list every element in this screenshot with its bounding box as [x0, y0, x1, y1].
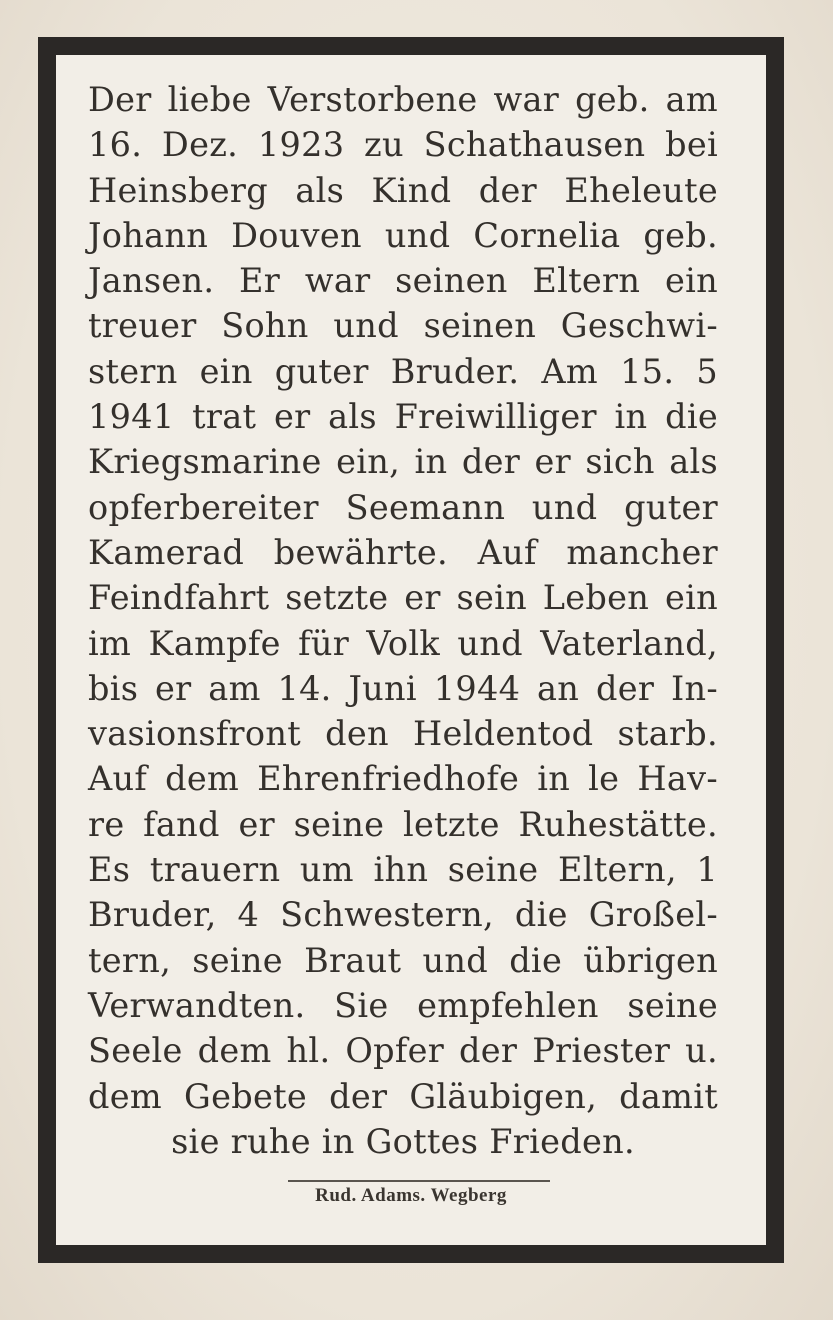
printer-credit: Rud. Adams. Wegberg — [315, 1185, 507, 1206]
text-line: Kriegsmarine ein, in der er sich als — [88, 442, 718, 482]
text-line: im Kampfe für Volk und Vaterland, — [88, 623, 718, 663]
text-line: Seele dem hl. Opfer der Priester u. — [88, 1031, 718, 1071]
text-line: Der liebe Verstorbene war geb. am — [88, 80, 718, 119]
text-line: 1941 trat er als Freiwilliger in die — [88, 397, 718, 437]
text-line: Feindfahrt setzte er sein Leben ein — [88, 578, 718, 618]
text-line: bis er am 14. Juni 1944 an der In- — [88, 668, 718, 708]
text-line-final: sie ruhe in Gottes Frieden. — [171, 1121, 635, 1161]
text-line: treuer Sohn und seinen Geschwi- — [88, 306, 718, 346]
text-line: re fand er seine letzte Ruhestätte. — [88, 804, 718, 844]
text-line: stern ein guter Bruder. Am 15. 5 — [88, 351, 718, 391]
text-line: Verwandten. Sie empfehlen seine — [88, 985, 718, 1025]
text-line: Johann Douven und Cornelia geb. — [88, 215, 718, 255]
text-line: tern, seine Braut und die übrigen — [88, 940, 718, 980]
text-line: opferbereiter Seemann und guter — [88, 487, 718, 527]
text-line: vasionsfront den Heldentod starb. — [88, 714, 718, 754]
text-line: dem Gebete der Gläubigen, damit — [88, 1076, 718, 1116]
text-line: Auf dem Ehrenfriedhofe in le Hav- — [88, 759, 718, 799]
text-line: Jansen. Er war seinen Eltern ein — [88, 261, 718, 301]
text-line: Heinsberg als Kind der Eheleute — [88, 170, 718, 210]
text-line: Bruder, 4 Schwestern, die Großel- — [88, 895, 718, 935]
text-line: 16. Dez. 1923 zu Schathausen bei — [88, 125, 718, 165]
text-line: Kamerad bewährte. Auf mancher — [88, 532, 718, 572]
memorial-text — [88, 77, 718, 1164]
text-line: Es trauern um ihn seine Eltern, 1 — [88, 850, 718, 890]
text-panel — [56, 55, 766, 1245]
divider-rule — [288, 1180, 550, 1182]
